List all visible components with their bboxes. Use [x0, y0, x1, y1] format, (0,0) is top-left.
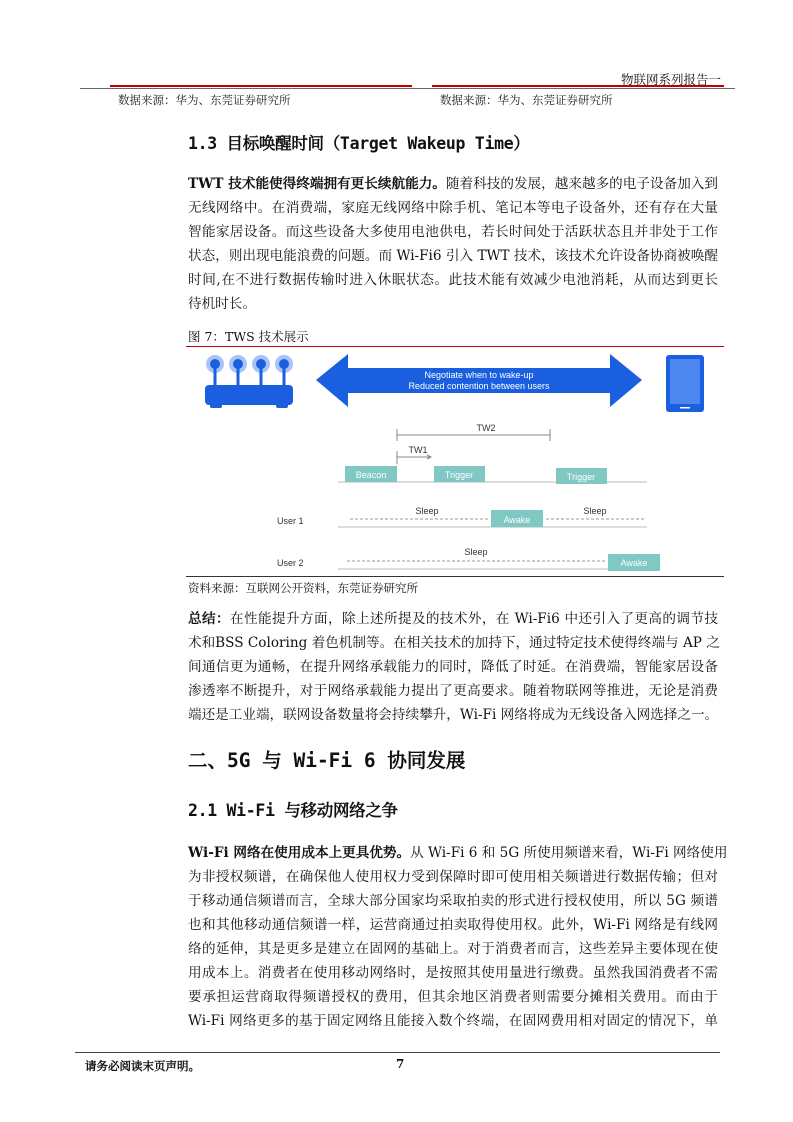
paragraph-line: 要承担运营商取得频谱授权的费用，但其余地区消费者则需要分摊相关费用。而由于 — [188, 989, 718, 1005]
paragraph-line: Wi-Fi 网络更多的基于固定网络且能接入数个终端，在固网费用相对固定的情况下，单 — [188, 1013, 718, 1029]
header-rule-red-left — [110, 85, 412, 87]
paragraph-text: 从 Wi-Fi 6 和 5G 所使用频谱来看，Wi-Fi 网络使用 — [410, 845, 728, 861]
chapter-heading-2: 二、5G 与 Wi-Fi 6 协同发展 — [188, 749, 466, 772]
awake-label: Awake — [620, 558, 648, 568]
paragraph-line: 状态，则出现电能浪费的问题。而 Wi-Fi6 引入 TWT 技术，该技术允许设备协商被唤醒 — [188, 248, 718, 264]
paragraph-line: 待机时长。 — [188, 296, 256, 312]
router-icon — [205, 355, 293, 408]
summary-paragraph — [188, 607, 718, 727]
section-heading-2-1: 2.1 Wi-Fi 与移动网络之争 — [188, 801, 398, 820]
awake-label: Awake — [503, 515, 531, 525]
user1-label: User 1 — [277, 516, 304, 526]
paragraph-line: 端还是工业端，联网设备数量将会持续攀升，Wi-Fi 网络将成为无线设备入网选择之一。 — [188, 707, 719, 723]
arrow-text-line2: Reduced contention between users — [408, 381, 550, 391]
user2-label: User 2 — [277, 558, 304, 568]
footer-disclaimer: 请务必阅读末页声明。 — [85, 1059, 200, 1073]
figure-caption: 图 7：TWS 技术展示 — [188, 329, 309, 344]
paragraph-lead: 总结： — [188, 611, 230, 627]
paragraph-line: 为非授权频谱，在确保他人使用权力受到保障时即可使用相关频谱进行数据传输；但对 — [188, 869, 718, 885]
twt-paragraph — [188, 172, 718, 316]
trigger-label: Trigger — [566, 472, 596, 482]
paragraph-line: 间通信更为通畅，在提升网络承载能力的同时，降低了时延。在消费端，智能家居设备 — [188, 659, 718, 675]
paragraph-line: 用成本上。消费者在使用移动网络时，是按照其使用量进行缴费。虽然我国消费者不需 — [188, 965, 718, 981]
paragraph-line: 络的延伸，其是更多是建立在固网的基础上。对于消费者而言，这些差异主要体现在使 — [188, 941, 718, 957]
tw2-label: TW2 — [476, 423, 496, 433]
header-rule-red-right — [432, 85, 724, 87]
paragraph-line: 无线网络中。在消费端，家庭无线网络中除手机、笔记本等电子设备外，还有存在大量 — [188, 200, 718, 216]
data-source-right: 数据来源：华为、东莞证券研究所 — [440, 93, 613, 107]
report-series-title: 物联网系列报告一 — [620, 72, 721, 87]
phone-icon — [666, 355, 704, 412]
beacon-label: Beacon — [355, 470, 387, 480]
sleep-label: Sleep — [464, 547, 488, 557]
data-source-left: 数据来源：华为、东莞证券研究所 — [118, 93, 291, 107]
section-heading-1-3: 1.3 目标唤醒时间（Target Wakeup Time） — [188, 134, 530, 153]
arrow-text-line1: Negotiate when to wake-up — [424, 370, 534, 380]
tw2-bracket — [397, 429, 550, 441]
paragraph-line: 智能家居设备。而这些设备大多使用电池供电，若长时间处于活跃状态且并非处于工作 — [188, 224, 718, 240]
paragraph-line: 渗透率不断提升，对于网络承载能力提出了更高要求。随着物联网等推进，无论是消费 — [188, 683, 718, 699]
sleep-label: Sleep — [583, 506, 607, 516]
paragraph-line: 于移动通信频谱而言，全球大部分国家均采取拍卖的形式进行授权使用，所以 5G 频谱 — [188, 893, 718, 909]
figure-bottom-rule — [186, 576, 724, 577]
sleep-label: Sleep — [415, 506, 439, 516]
trigger-label: Trigger — [444, 470, 474, 480]
wifi-cost-paragraph — [188, 841, 728, 1033]
paragraph-line: 时间,在不进行数据传输时进入休眠状态。此技术能有效减少电池消耗，从而达到更长 — [188, 272, 718, 288]
paragraph-line — [188, 172, 718, 196]
paragraph-text: 在性能提升方面，除上述所提及的技术外，在 Wi-Fi6 中还引入了更高的调节技 — [230, 611, 719, 627]
header-rule-gray — [80, 88, 735, 89]
twt-diagram — [190, 347, 720, 575]
figure-source: 资料来源：互联网公开资料，东莞证券研究所 — [188, 581, 418, 595]
tw1-label: TW1 — [408, 445, 428, 455]
paragraph-line — [188, 607, 718, 631]
paragraph-lead: Wi-Fi 网络在使用成本上更具优势。 — [188, 845, 411, 861]
paragraph-line — [188, 841, 728, 865]
paragraph-line: 术和BSS Coloring 着色机制等。在相关技术的加持下，通过特定技术使得终端与 AP 之 — [188, 635, 720, 651]
page-number: 7 — [396, 1057, 405, 1071]
paragraph-lead: TWT 技术能使得终端拥有更长续航能力。 — [188, 176, 446, 192]
footer-rule — [75, 1052, 720, 1053]
paragraph-line: 也和其他移动通信频谱一样，运营商通过拍卖取得使用权。此外，Wi-Fi 网络是有线网 — [188, 917, 718, 933]
paragraph-text: 随着科技的发展，越来越多的电子设备加入到 — [445, 176, 719, 192]
